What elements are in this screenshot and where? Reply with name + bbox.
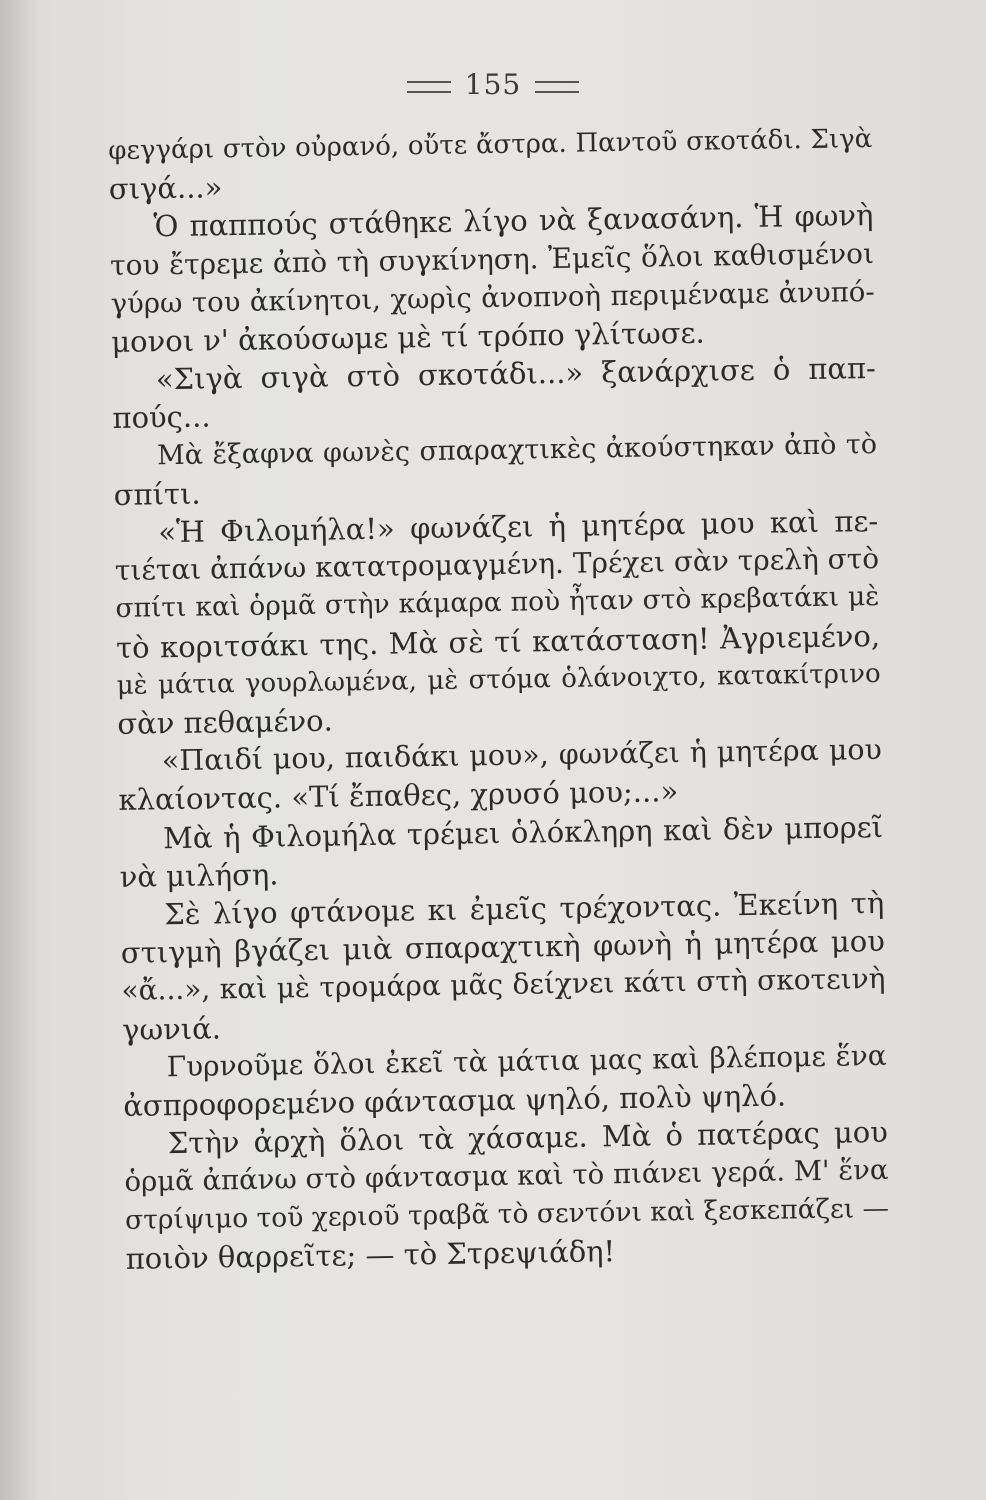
text-line: μονοι ν' ἀκούσωμε μὲ τί τρόπο γλίτωσε. bbox=[111, 315, 705, 359]
text-line: γωνιά. bbox=[121, 1011, 222, 1047]
text-line: Στὴν ἀρχὴ ὅλοι τὰ χάσαμε. Μὰ ὁ πατέρας μου bbox=[167, 1115, 889, 1161]
header-rule-right bbox=[535, 81, 579, 93]
text-line: Μὰ ἔξαφνα φωνὲς σπαραχτικὲς ἀκούστηκαν ἀπὸ τὸ bbox=[156, 428, 878, 471]
text-line: Ὁ παππούς στάθηκε λίγο νὰ ξανασάνη. Ἡ φωνὴ bbox=[153, 198, 874, 244]
text-line: στρίψιμο τοῦ χεριοῦ τραβᾶ τὸ σεντόνι καὶ ξεσκεπάζει — bbox=[124, 1192, 890, 1236]
text-line: νὰ μιλήση. bbox=[119, 857, 279, 894]
text-line: του ἔτρεμε ἀπὸ τὴ συγκίνηση. Ἐμεῖς ὅλοι καθισμένοι bbox=[109, 236, 875, 282]
text-line: μὲ μάτια γουρλωμένα, μὲ στόμα ὁλάνοιχτο, κατακίτρινο bbox=[116, 658, 881, 701]
text-line: τιέται ἀπάνω κατατρομαγμένη. Τρέχει σὰν τρελὴ στὸ bbox=[114, 542, 880, 588]
header-rule-left bbox=[407, 81, 451, 93]
text-line: ποιὸν θαρρεῖτε; — τὸ Στρεψιάδη! bbox=[125, 1234, 616, 1276]
page-gutter-shadow bbox=[0, 0, 40, 1500]
text-line: σὰν πεθαμένο. bbox=[117, 703, 334, 741]
text-line: Σὲ λίγο φτάνομε κι ἐμεῖς τρέχοντας. Ἐκείνη τὴ bbox=[164, 885, 885, 932]
text-line: γύρω του ἀκίνητοι, χωρὶς ἀνοπνοὴ περιμέναμε ἀνυπό- bbox=[110, 275, 875, 320]
text-line: στιγμὴ βγάζει μιὰ σπαραχτικὴ φωνὴ ἡ μητέρα μου bbox=[120, 924, 886, 971]
text-line: σπίτι. bbox=[113, 476, 201, 512]
text-line: Μὰ ἡ Φιλομήλα τρέμει ὁλόκληρη καὶ δὲν μπορεῖ bbox=[162, 809, 884, 855]
text-line: «ἄ...», καὶ μὲ τρομάρα μᾶς δείχνει κάτι στὴ σκοτεινὴ bbox=[121, 962, 886, 1008]
page-number: 155 bbox=[464, 68, 522, 101]
text-line: φεγγάρι στὸν οὐρανό, οὔτε ἄστρα. Παντοῦ σκοτάδι. Σιγὰ bbox=[108, 123, 873, 166]
text-line: σπίτι καὶ ὁρμᾶ στὴν κάμαρα ποὺ ἦταν στὸ κρεβατάκι μὲ bbox=[115, 581, 880, 625]
page-header bbox=[0, 68, 986, 101]
text-line: «Παιδί μου, παιδάκι μου», φωνάζει ἡ μητέρα μου bbox=[161, 733, 883, 778]
text-line: «Σιγὰ σιγὰ στὸ σκοτάδι...» ξανάρχισε ὁ παπ- bbox=[155, 351, 877, 397]
body-text bbox=[108, 120, 890, 1278]
text-line: ἀσπροφορεμένο φάντασμα ψηλό, πολὺ ψηλό. bbox=[123, 1078, 787, 1123]
text-line: ὁρμᾶ ἀπάνω στὸ φάντασμα καὶ τὸ πιάνει γερά. Μ' ἕνα bbox=[124, 1154, 889, 1199]
text-line: κλαίοντας. «Τί ἔπαθες, χρυσό μου;...» bbox=[118, 774, 679, 818]
text-line: Γυρνοῦμε ὅλοι ἐκεῖ τὰ μάτια μας καὶ βλέπομε ἕνα bbox=[166, 1038, 887, 1084]
text-line: «Ἡ Φιλομήλα!» φωνάζει ἡ μητέρα μου καὶ πε- bbox=[158, 503, 879, 550]
text-line: σιγά...» bbox=[108, 170, 223, 207]
text-line: τὸ κοριτσάκι της. Μὰ σὲ τί κατάσταση! Ἀγριεμένο, bbox=[115, 618, 881, 665]
text-line: πούς... bbox=[112, 399, 211, 436]
